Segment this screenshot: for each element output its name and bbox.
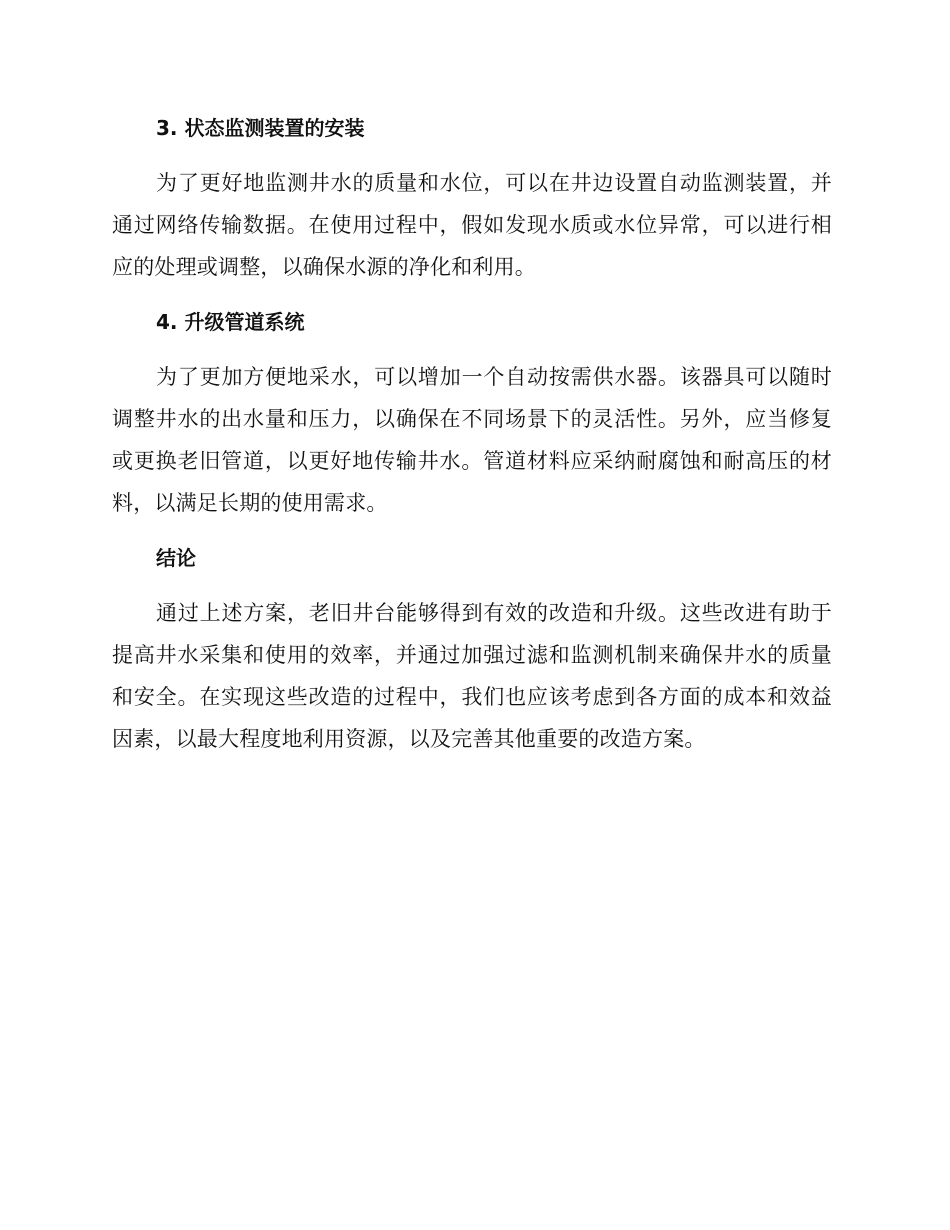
document-body: [112, 110, 832, 776]
section-heading-pipeline: 4. 升级管道系统: [156, 310, 305, 334]
section-heading-monitoring: 3. 状态监测装置的安装: [156, 116, 365, 140]
section-paragraph-conclusion: 通过上述方案，老旧井台能够得到有效的改造和升级。这些改进有助于提高井水采集和使用的效率，并通过加强过滤和监测机制来确保井水的质量和安全。在实现这些改造的过程中，我们也应该考虑到各方面的成本和效益因素，以最大程度地利用资源，以及完善其他重要的改造方案。: [112, 601, 832, 751]
section-paragraph-monitoring: 为了更好地监测井水的质量和水位，可以在井边设置自动监测装置，并通过网络传输数据。在使用过程中，假如发现水质或水位异常，可以进行相应的处理或调整，以确保水源的净化和利用。: [112, 171, 832, 279]
section-heading-conclusion: 结论: [156, 546, 196, 570]
section-paragraph-pipeline: 为了更加方便地采水，可以增加一个自动按需供水器。该器具可以随时调整井水的出水量和压力，以确保在不同场景下的灵活性。另外，应当修复或更换老旧管道，以更好地传输井水。管道材料应采纳耐腐蚀和耐高压的材料，以满足长期的使用需求。: [112, 365, 832, 515]
